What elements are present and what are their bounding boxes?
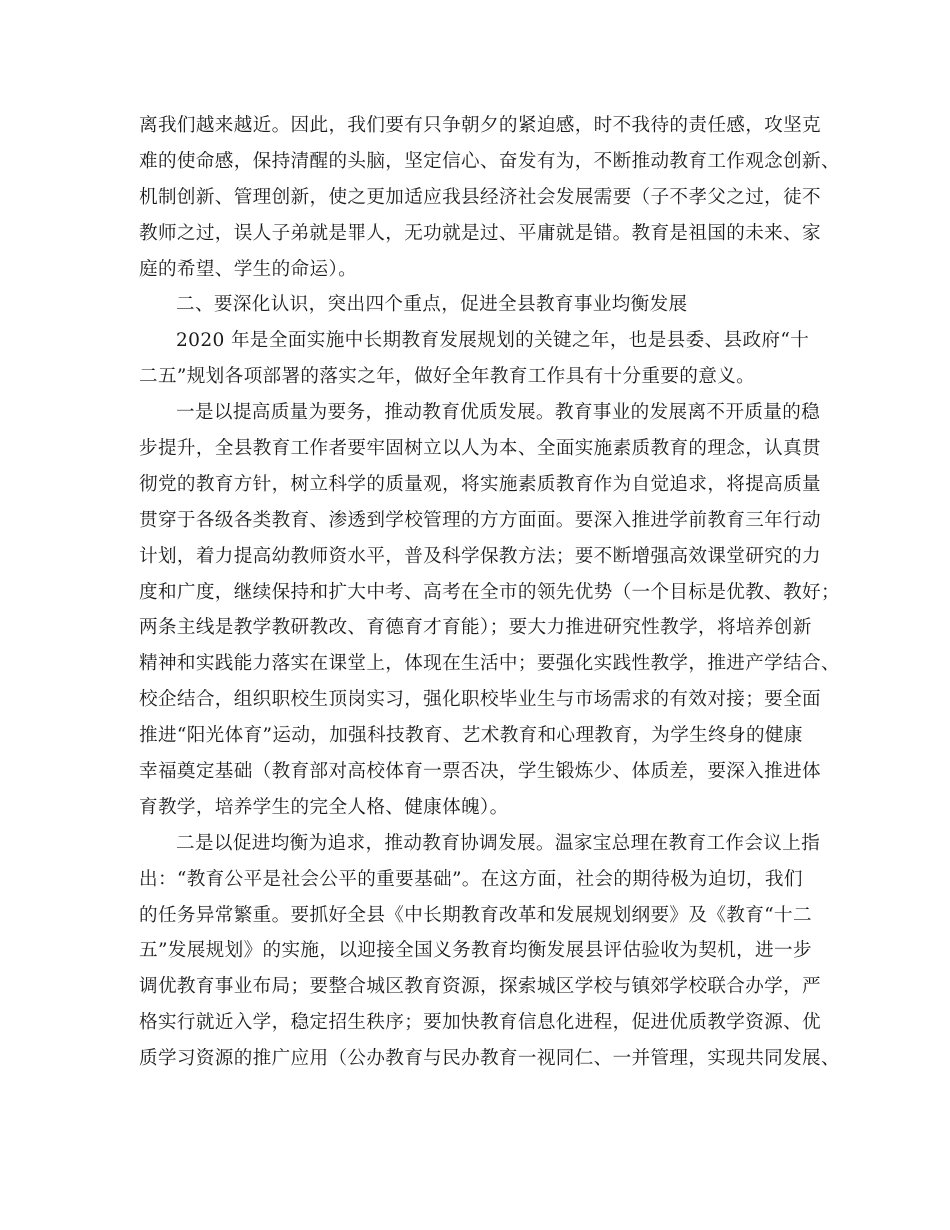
text-line: 2020 年是全面实施中长期教育发展规划的关键之年，也是县委、县政府“十	[176, 330, 810, 352]
text-line: 的任务异常繁重。要抓好全县《中长期教育改革和发展规划纲要》及《教育“十二	[139, 904, 812, 926]
text-line: 步提升，全县教育工作者要牢固树立以人为本、全面实施素质教育的理念，认真贯	[139, 438, 821, 460]
text-line: 离我们越来越近。因此，我们要有只争朝夕的紧迫感，时不我待的责任感，攻坚克	[139, 115, 821, 136]
text-line: 精神和实践能力落实在课堂上，体现在生活中；要强化实践性教学，推进产学结合、	[139, 653, 840, 675]
text-line: 一是以提高质量为要务，推动教育优质发展。教育事业的发展离不开质量的稳	[176, 402, 821, 424]
text-line: 调优教育事业布局；要整合城区教育资源，探索城区学校与镇郊学校联合办学，严	[139, 976, 821, 998]
text-line: 二是以促进均衡为追求，推动教育协调发展。温家宝总理在教育工作会议上指	[176, 832, 821, 854]
text-line: 教师之过，误人子弟就是罪人，无功就是过、平庸就是错。教育是祖国的未来、家	[139, 222, 821, 244]
text-line: 机制创新、管理创新，使之更加适应我县经济社会发展需要（子不孝父之过，徒不	[139, 186, 821, 208]
text-line: 庭的希望、学生的命运）。	[139, 258, 358, 280]
text-line: 格实行就近入学，稳定招生秩序；要加快教育信息化进程，促进优质教学资源、优	[139, 1012, 821, 1034]
body-text	[139, 108, 840, 1077]
text-line: 彻党的教育方针，树立科学的质量观，将实施素质教育作为自觉追求，将提高质量	[139, 473, 821, 495]
text-line: 校企结合，组织职校生顶岗实习，强化职校毕业生与市场需求的有效对接；要全面	[139, 689, 821, 711]
text-line: 育教学，培养学生的完全人格、健康体魄）。	[139, 796, 509, 818]
text-line: 难的使命感，保持清醒的头脑，坚定信心、奋发有为，不断推动教育工作观念创新、	[139, 150, 840, 172]
text-line: 计划，着力提高幼教师资水平，普及科学保教方法；要不断增强高效课堂研究的力	[139, 545, 821, 567]
text-line: 幸福奠定基础（教育部对高校体育一票否决，学生锻炼少、体质差，要深入推进体	[139, 761, 821, 783]
text-line: 五”发展规划》的实施，以迎接全国义务教育均衡发展县评估验收为契机，进一步	[139, 940, 812, 962]
section-heading: 二、要深化认识，突出四个重点，促进全县教育事业均衡发展	[176, 294, 688, 316]
text-line: 出：“教育公平是社会公平的重要基础”。在这方面，社会的期待极为迫切，我们	[139, 868, 803, 890]
text-line: 二五”规划各项部署的落实之年，做好全年教育工作具有十分重要的意义。	[139, 366, 756, 388]
text-line: 质学习资源的推广应用（公办教育与民办教育一视同仁、一并管理，实现共同发展、	[139, 1048, 840, 1070]
text-line: 两条主线是教学教研教改、育德育才育能）；要大力推进研究性教学，将培养创新	[139, 617, 812, 639]
text-line: 度和广度，继续保持和扩大中考、高考在全市的领先优势（一个目标是优教、教好；	[139, 581, 840, 603]
text-line: 推进“阳光体育”运动，加强科技教育、艺术教育和心理教育，为学生终身的健康	[139, 725, 803, 747]
text-line: 贯穿于各级各类教育、渗透到学校管理的方方面面。要深入推进学前教育三年行动	[139, 509, 821, 531]
